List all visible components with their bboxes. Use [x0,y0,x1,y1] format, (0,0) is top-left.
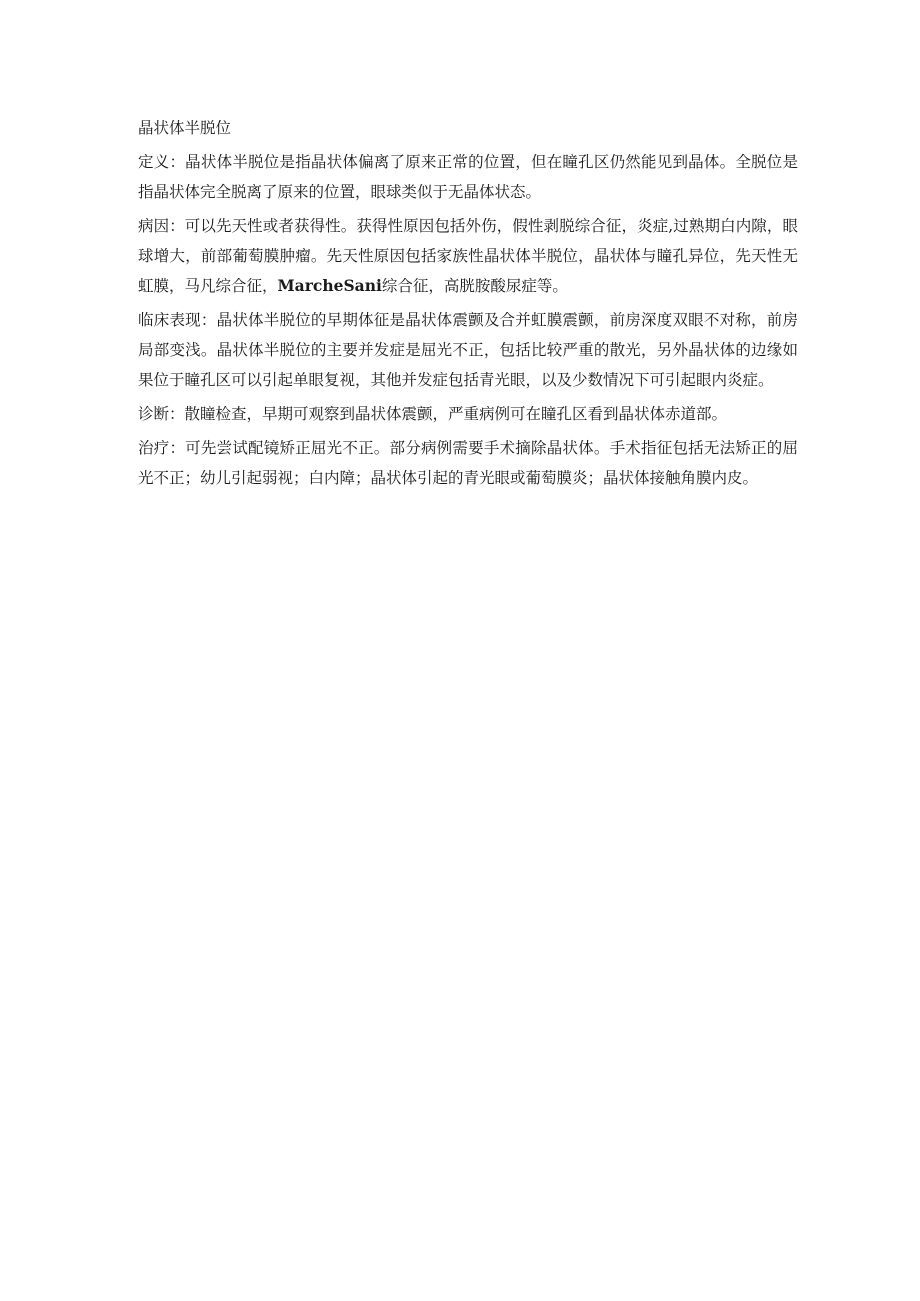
document-body [138,113,798,497]
paragraph-treatment [138,433,798,493]
etiology-label: 病因： [138,217,185,235]
etiology-syndrome-name: MarcheSani [277,276,382,295]
clinical-label: 临床表现： [138,311,217,329]
treatment-label: 治疗： [138,439,186,457]
document-title: 晶状体半脱位 [138,119,232,137]
clinical-text: 晶状体半脱位的早期体征是晶状体震颤及合并虹膜震颤，前房深度双眼不对称，前房局部变浅。晶状体半脱位的主要并发症是屈光不正，包括比较严重的散光，另外晶状体的边缘如果位于瞳孔区可以引起单眼复视，其他并发症包括青光眼，以及少数情况下可引起眼内炎症。 [138,311,798,389]
paragraph-clinical [138,305,798,395]
diagnosis-text: 散瞳检查，早期可观察到晶状体震颤，严重病例可在瞳孔区看到晶状体赤道部。 [184,405,728,423]
diagnosis-label: 诊断： [138,405,185,423]
definition-label: 定义： [138,153,186,171]
etiology-text-end: 综合征，高胱胺酸尿症等。 [381,277,568,295]
definition-text: 晶状体半脱位是指晶状体偏离了原来正常的位置，但在瞳孔区仍然能见到晶体。全脱位是指晶状体完全脱离了原来的位置，眼球类似于无晶体状态。 [138,153,798,201]
paragraph-definition [138,147,798,207]
paragraph-etiology [138,211,798,301]
treatment-text: 可先尝试配镜矫正屈光不正。部分病例需要手术摘除晶状体。手术指征包括无法矫正的屈光不正；幼儿引起弱视；白内障；晶状体引起的青光眼或葡萄膜炎；晶状体接触角膜内皮。 [138,439,798,487]
paragraph-diagnosis [138,399,798,429]
etiology-text: 可以先天性或者获得性。获得性原因包括外伤，假性剥脱综合征，炎症,过熟期白内隙，眼球增大，前部葡萄膜肿瘤。先天性原因包括家族性晶状体半脱位，晶状体与瞳孔异位，先天性无虹膜，马凡综合征， [138,217,798,295]
